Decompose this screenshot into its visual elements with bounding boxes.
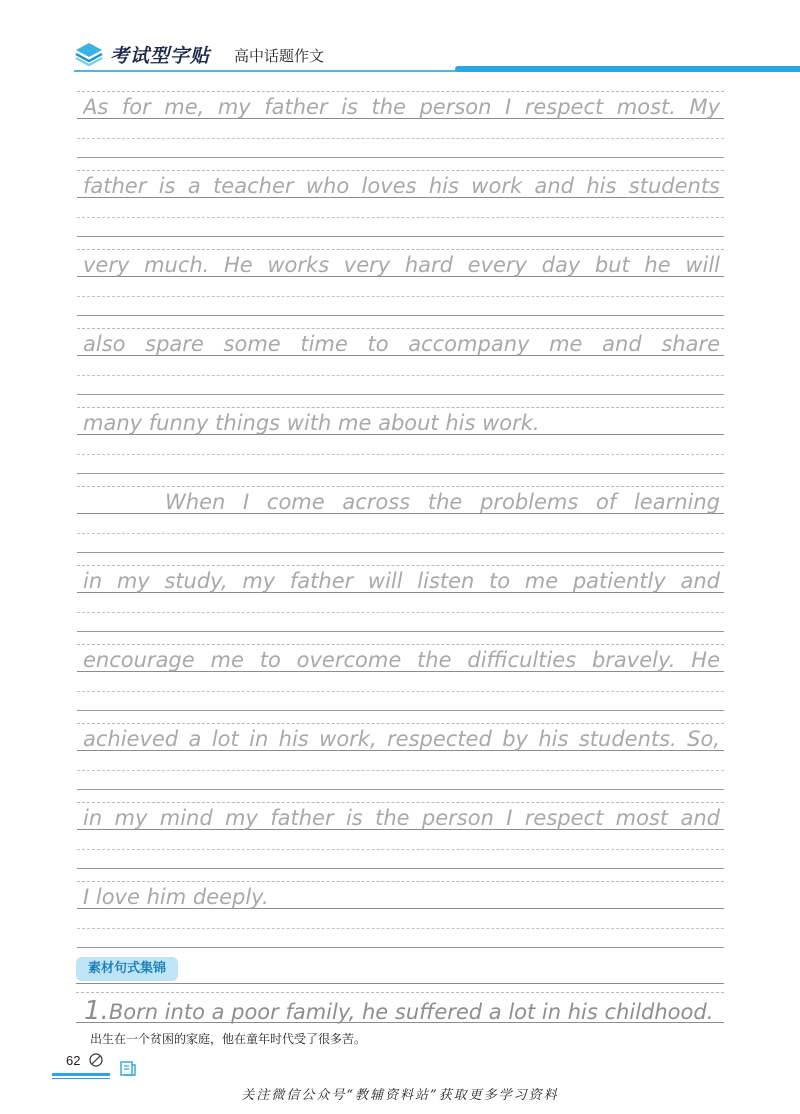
writing-line [77, 322, 724, 401]
tracing-text: very much. He works very hard every day but he will [83, 253, 720, 277]
sentence-text: Born into a poor family, he suffered a lot in his childhood. [108, 1000, 714, 1024]
materials-badge: 素材句式集锦 [76, 957, 178, 981]
header-accent-bar [455, 66, 800, 72]
writing-line [77, 559, 724, 638]
writing-line [77, 717, 724, 796]
page-header [0, 0, 800, 74]
sentence-number: 1. [84, 996, 109, 1026]
book-icon [118, 1058, 138, 1078]
materials-divider [76, 983, 724, 984]
tracing-text: achieved a lot in his work, respected by his students. So, [83, 727, 720, 751]
writing-line [77, 480, 724, 559]
tracing-practice-area [77, 85, 724, 954]
page-number: 62 [66, 1053, 81, 1068]
tracing-text: As for me, my father is the person I respect most. My [83, 95, 720, 119]
sentence-translation: 出生在一个贫困的家庭，他在童年时代受了很多苦。 [90, 1032, 367, 1046]
writing-line [77, 875, 724, 954]
writing-line [77, 796, 724, 875]
tracing-text: encourage me to overcome the difficulties bravely. He [83, 648, 720, 672]
tracing-text: many funny things with me about his work. [83, 411, 540, 435]
writing-line [77, 85, 724, 164]
tracing-text: also spare some time to accompany me and share [83, 332, 720, 356]
page-number-underline [52, 1073, 110, 1076]
brand-title: 考试型字贴 [110, 45, 211, 67]
example-sentence [84, 994, 714, 1028]
tracing-text: I love him deeply. [83, 885, 269, 909]
section-title: 高中话题作文 [234, 47, 325, 65]
tracing-text: father is a teacher who loves his work and his students [83, 174, 720, 198]
books-logo-icon [74, 38, 104, 68]
writing-line [77, 401, 724, 480]
writing-line [77, 638, 724, 717]
writing-line [77, 243, 724, 322]
footer-note: 关注微信公众号“教辅资料站”获取更多学习资料 [241, 1088, 559, 1103]
tracing-text: in my mind my father is the person I respect most and [83, 806, 720, 830]
tracing-text: When I come across the problems of learning [165, 490, 720, 514]
feather-pen-icon [88, 1052, 104, 1068]
tracing-text: in my study, my father will listen to me patiently and [83, 569, 720, 593]
page-number-underline-thin [52, 1078, 110, 1079]
writing-line [77, 164, 724, 243]
